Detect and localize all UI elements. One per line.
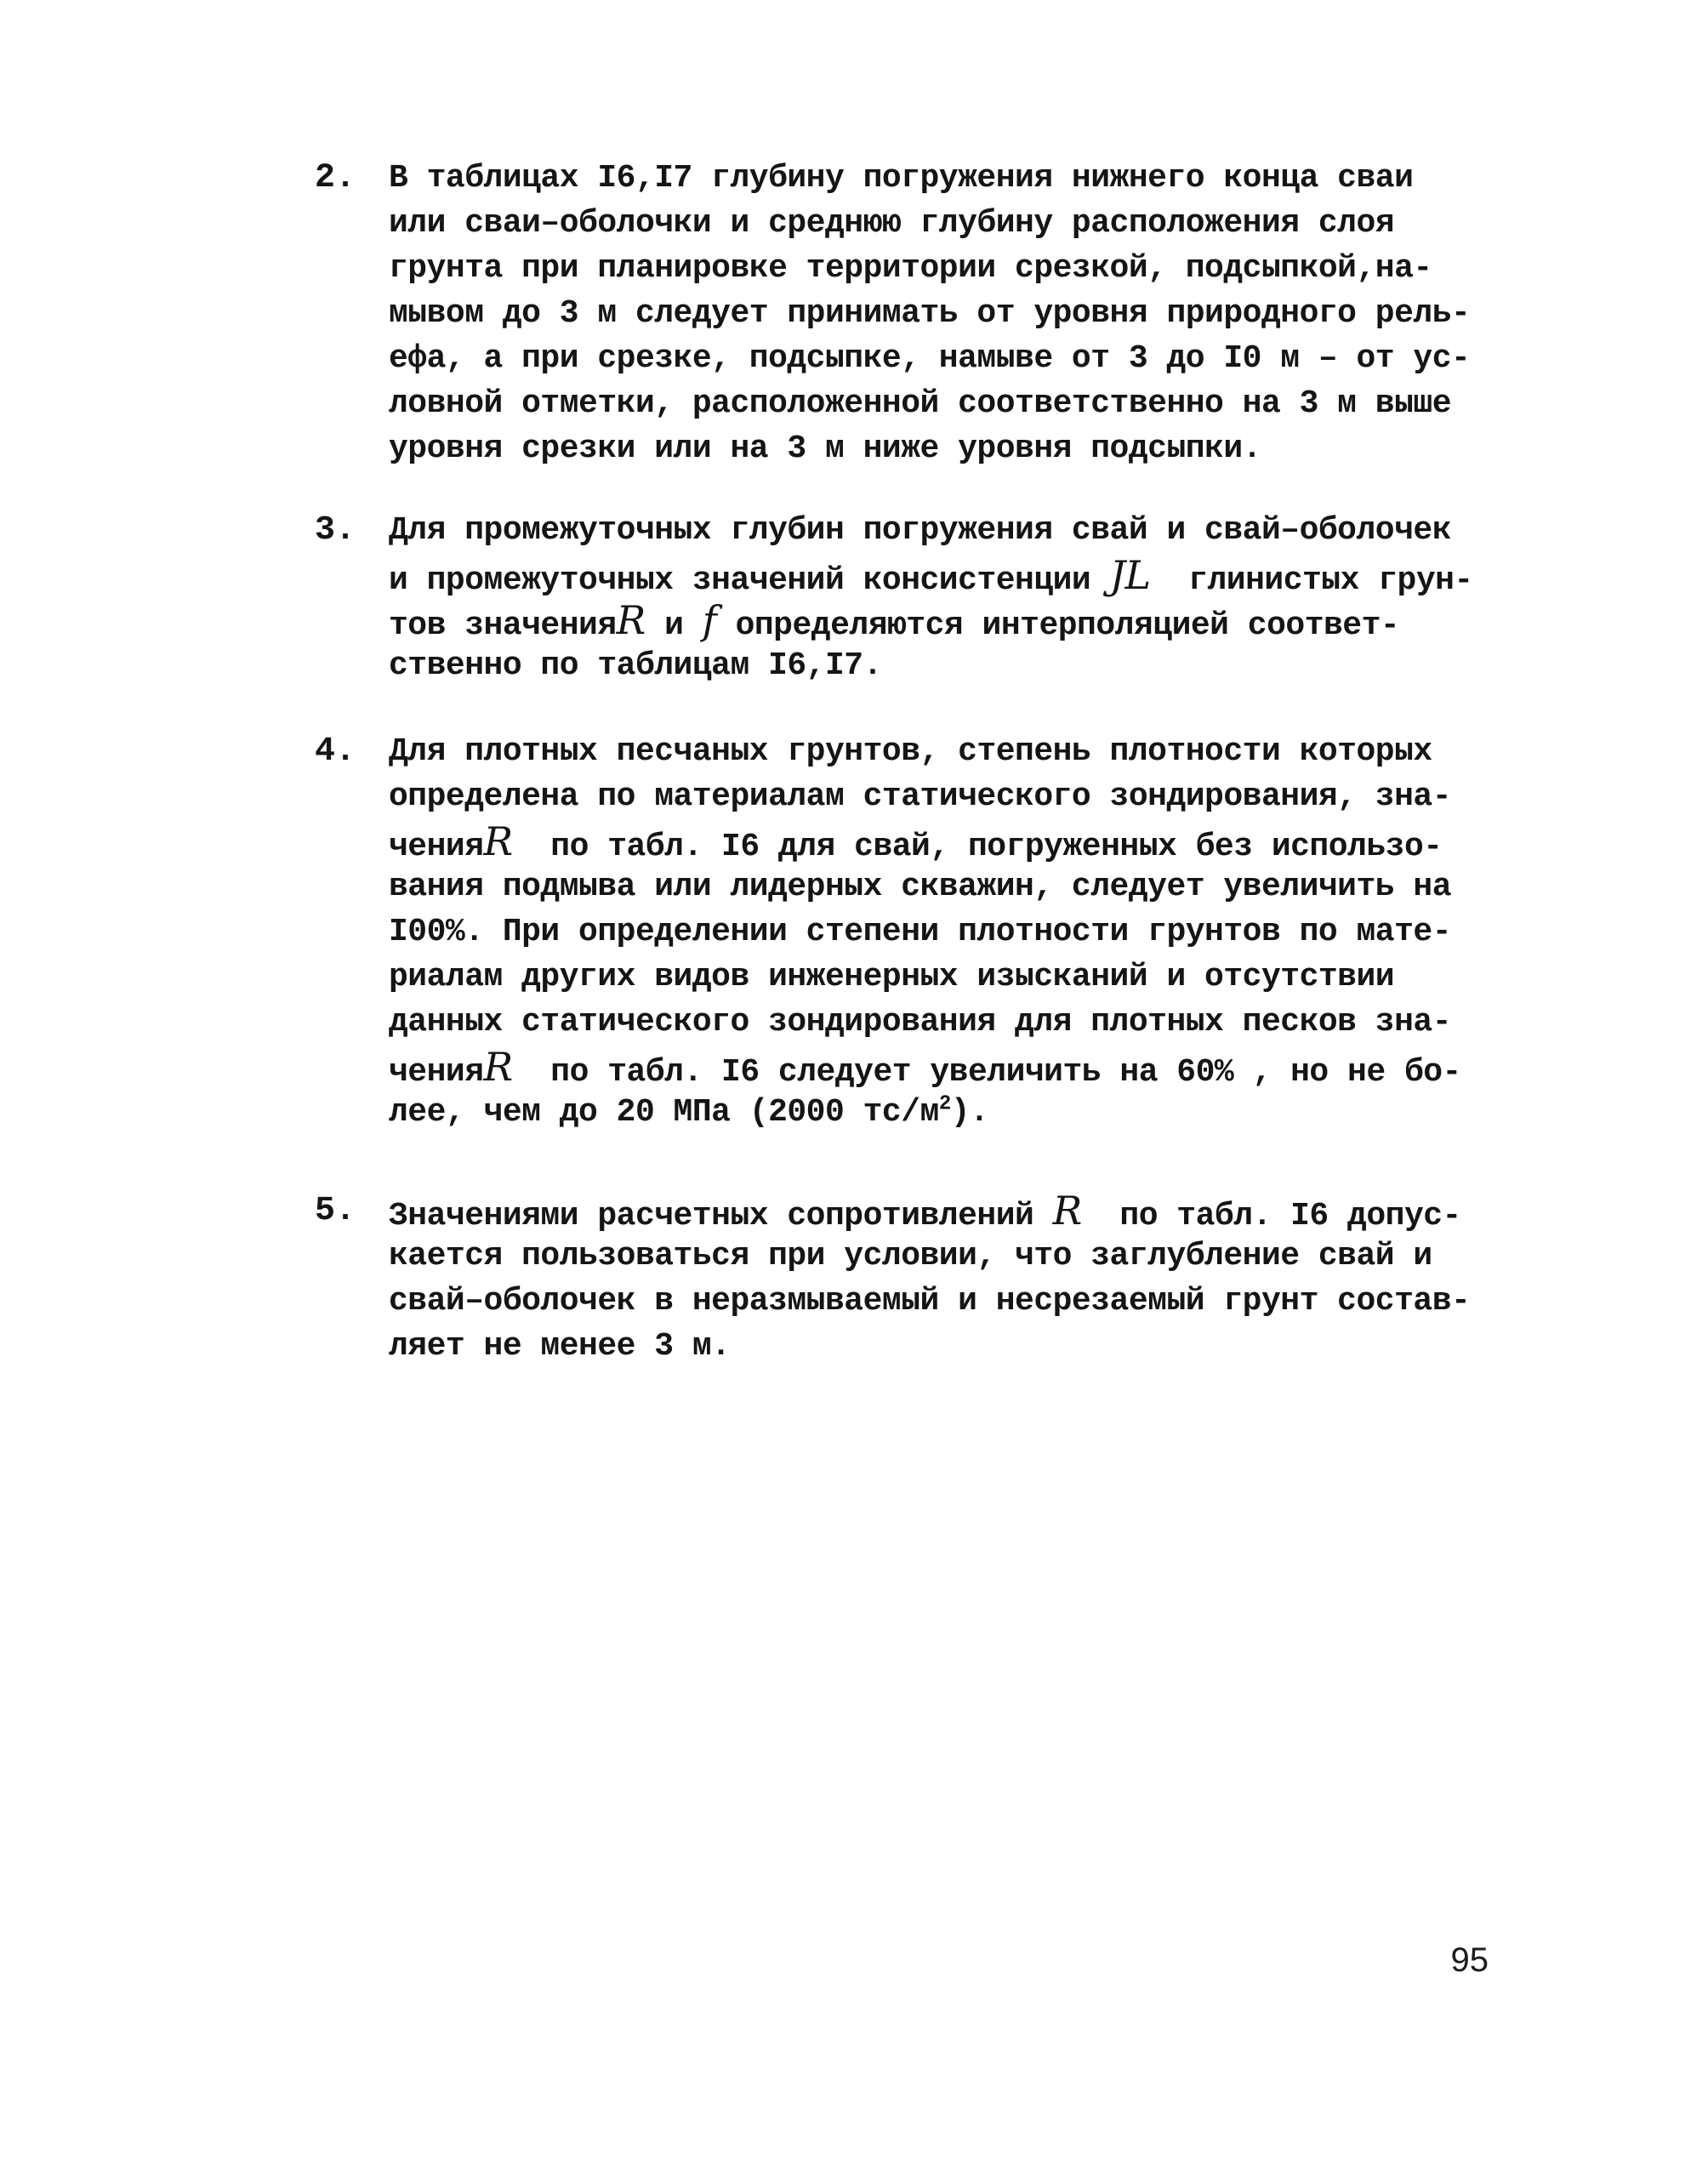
text-segment: по табл. I6 допус-	[1119, 1198, 1461, 1234]
text-line	[389, 598, 1480, 643]
consistency-symbol: JL	[1109, 552, 1151, 598]
superscript: 2	[938, 1092, 951, 1116]
text-line: определена по материалам статического зондирования, зна-	[389, 778, 1452, 815]
resistance-symbol: R	[483, 818, 513, 864]
note-text	[389, 508, 1480, 688]
note-number: 3.	[315, 511, 356, 550]
note-number: 2.	[315, 159, 356, 197]
text-line: Для промежуточных глубин погружения свай и свай–оболочек	[389, 512, 1452, 549]
text-line: ляет не менее 3 м.	[389, 1328, 731, 1365]
text-segment: ).	[950, 1094, 989, 1131]
text-segment: определяются интерполяцией соответ-	[735, 607, 1400, 644]
text-line	[389, 1188, 1480, 1234]
friction-symbol: f	[702, 597, 717, 643]
text-line	[389, 819, 1480, 864]
text-segment: чения	[389, 1054, 484, 1091]
text-line	[389, 1090, 1480, 1135]
text-segment: глинистых грун-	[1188, 562, 1473, 599]
resistance-symbol: R	[1052, 1188, 1082, 1234]
resistance-symbol: R	[483, 1044, 513, 1090]
text-line: свай–оболочек в неразмываемый и несрезаемый грунт состав-	[389, 1283, 1471, 1319]
note-text	[389, 729, 1480, 1135]
note-text	[389, 1188, 1480, 1369]
text-line: или сваи–оболочки и среднюю глубину расположения слоя	[389, 205, 1395, 242]
text-segment: по табл. I6 для свай, погруженных без использо-	[550, 829, 1443, 865]
page-number: 95	[1450, 1941, 1489, 1979]
text-line: уровня срезки или на 3 м ниже уровня подсыпки.	[389, 430, 1261, 467]
resistance-symbol: R	[616, 597, 646, 643]
text-line: грунта при планировке территории срезкой, подсыпкой,на-	[389, 250, 1432, 287]
text-line: вания подмыва или лидерных скважин, следует увеличить на	[389, 869, 1452, 905]
text-line: данных статического зондирования для плотных песков зна-	[389, 1004, 1452, 1040]
text-segment: Значениями расчетных сопротивлений	[389, 1198, 1034, 1234]
text-line: мывом до 3 м следует принимать от уровня природного рель-	[389, 295, 1471, 332]
text-line	[389, 1045, 1480, 1090]
text-line: ловной отметки, расположенной соответственно на 3 м выше	[389, 385, 1452, 422]
note-number: 5.	[315, 1192, 356, 1230]
text-segment: и	[664, 607, 684, 644]
text-line: В таблицах I6,I7 глубину погружения нижнего конца сваи	[389, 160, 1414, 197]
text-segment: по табл. I6 следует увеличить на 60% , но не бо-	[550, 1054, 1461, 1091]
text-line: Для плотных песчаных грунтов, степень плотности которых	[389, 733, 1432, 770]
text-segment: тов значения	[389, 607, 617, 644]
text-line: I00%. При определении степени плотности грунтов по мате-	[389, 914, 1452, 950]
text-line: ственно по таблицам I6,I7.	[389, 647, 882, 684]
text-line: кается пользоваться при условии, что заглубление свай и	[389, 1238, 1432, 1274]
text-line: ефа, а при срезке, подсыпке, намыве от 3 до I0 м – от ус-	[389, 340, 1471, 377]
text-segment: лее, чем до 20 МПа (2000 тс/м	[389, 1094, 939, 1131]
text-line	[389, 553, 1480, 598]
text-line: риалам других видов инженерных изысканий и отсутствии	[389, 959, 1395, 995]
text-segment: чения	[389, 829, 484, 865]
note-text	[389, 156, 1480, 471]
text-segment: и промежуточных значений консистенции	[389, 562, 1091, 599]
note-number: 4.	[315, 732, 356, 771]
